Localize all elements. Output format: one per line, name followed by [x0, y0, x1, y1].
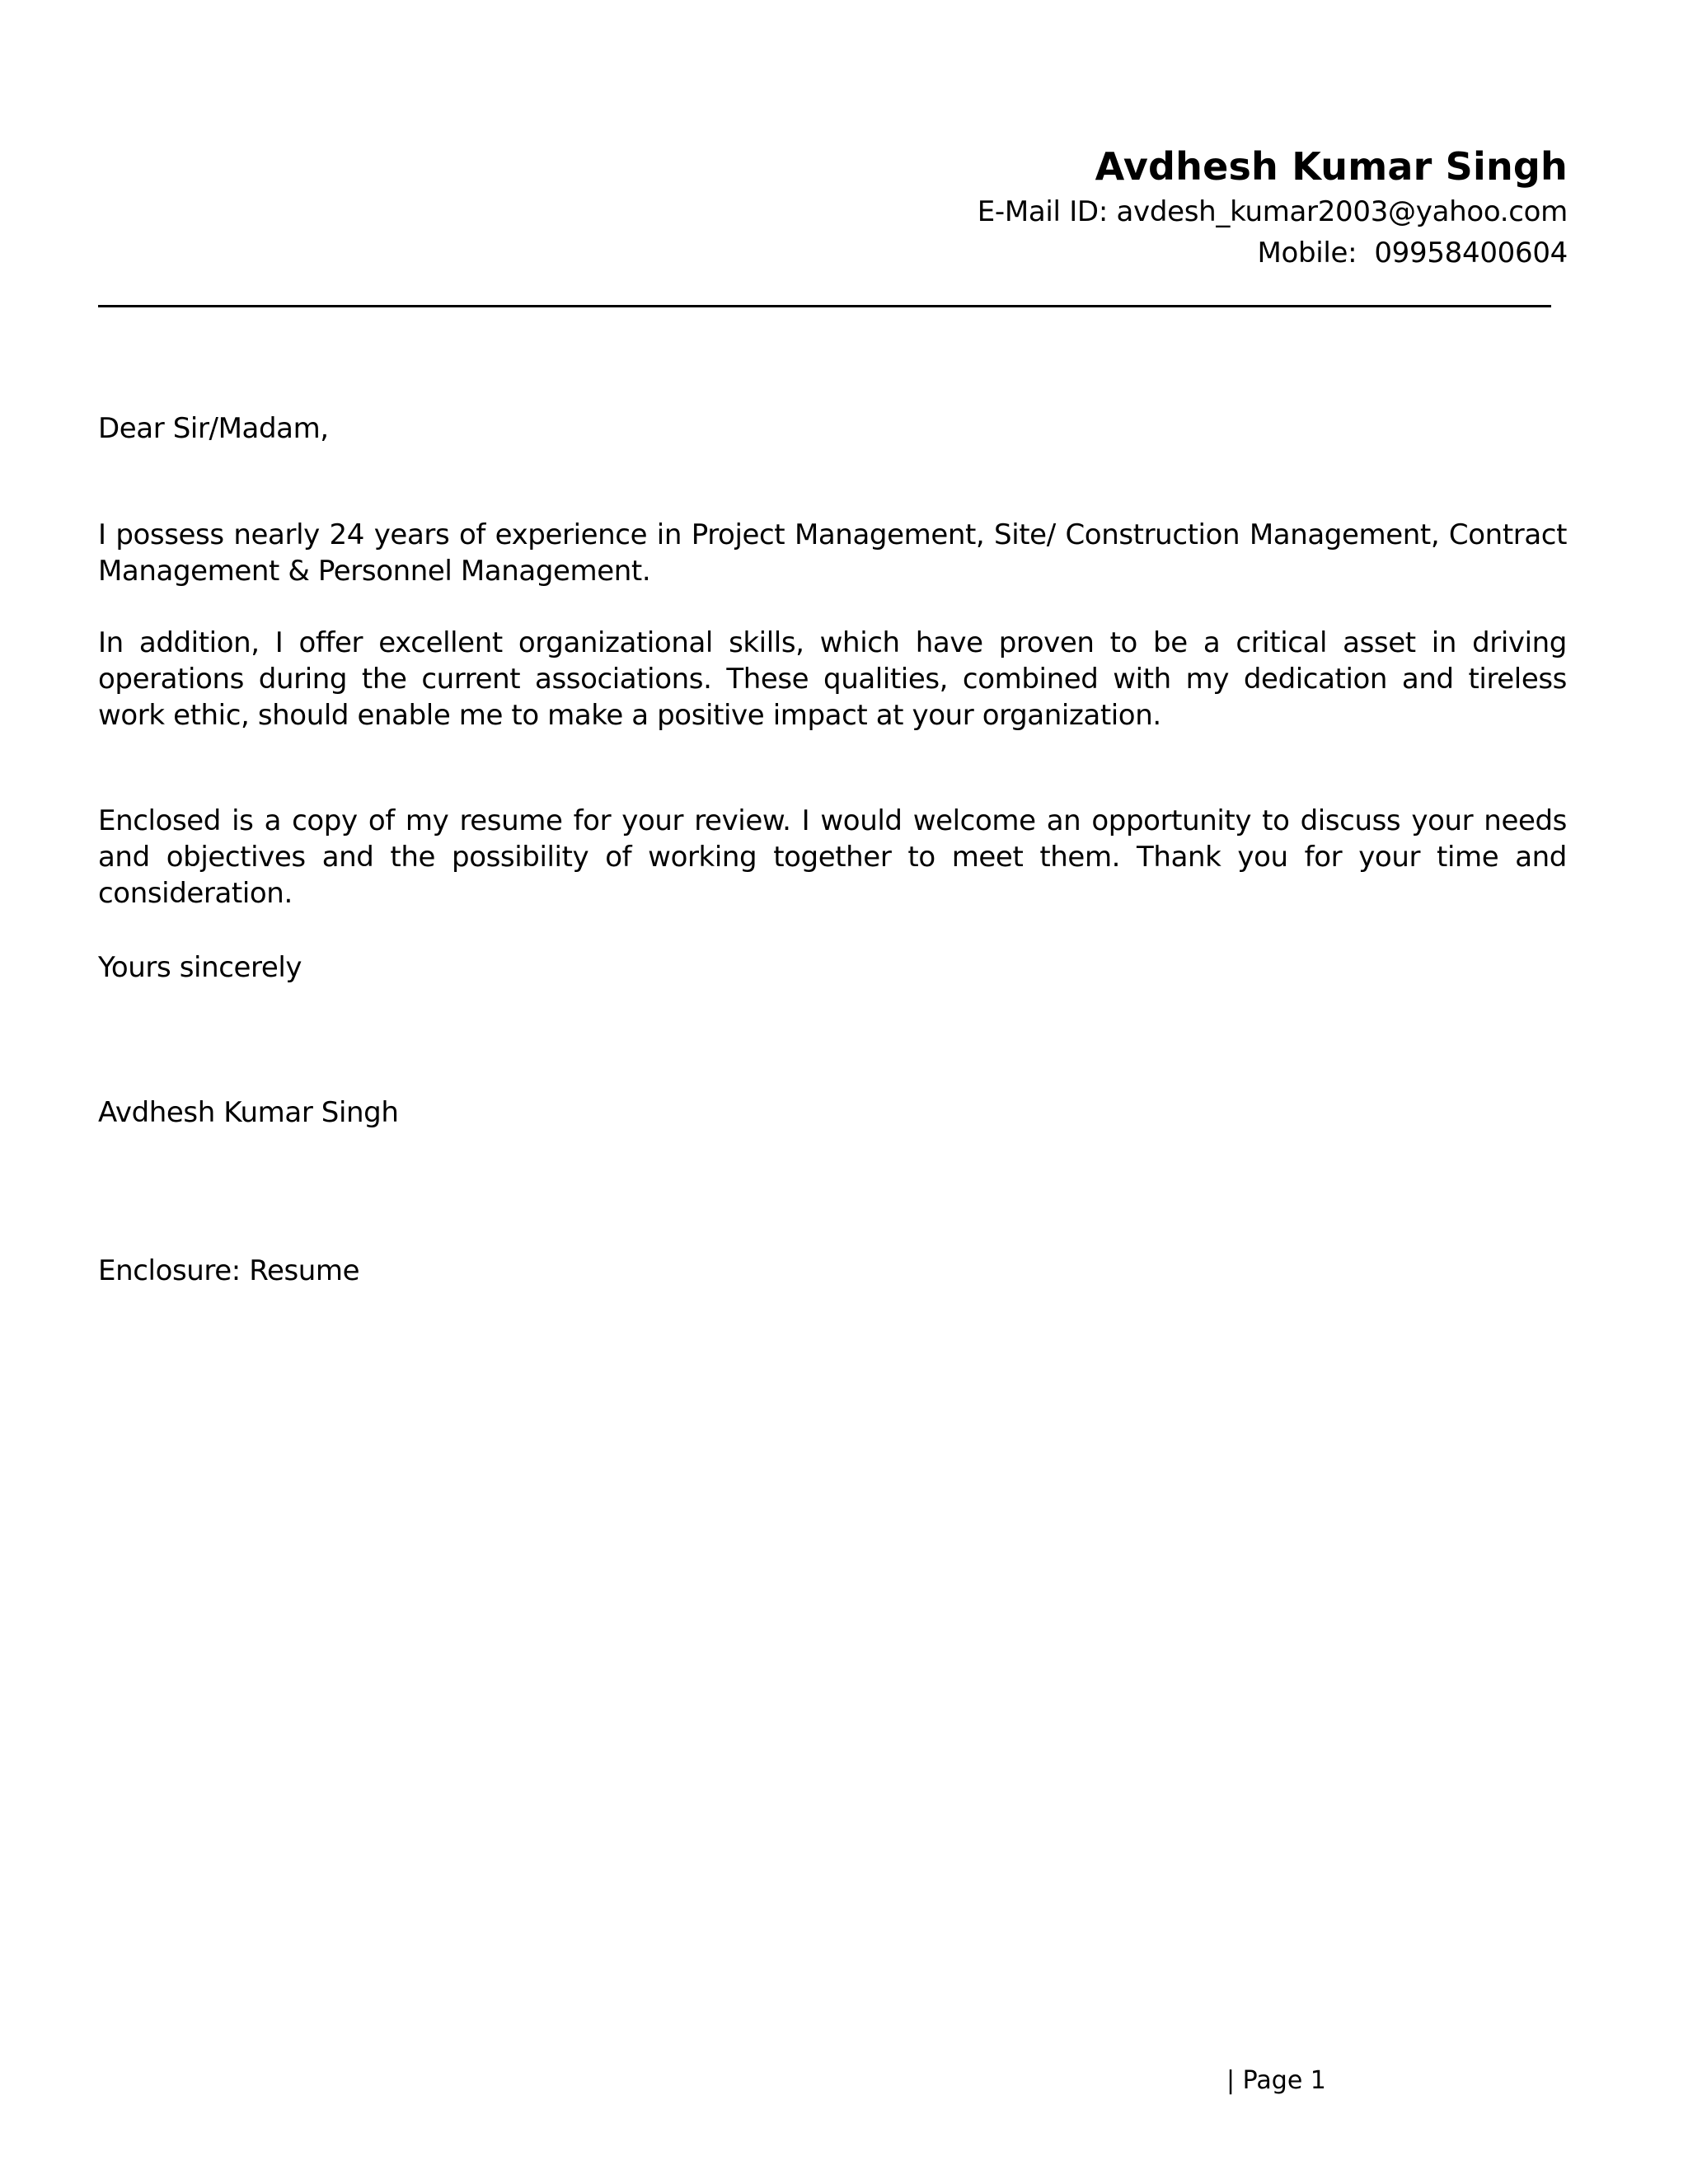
salutation: Dear Sir/Madam,	[98, 412, 329, 445]
closing: Yours sincerely	[98, 951, 302, 984]
enclosure-note: Enclosure: Resume	[98, 1254, 360, 1287]
paragraph-experience: I possess nearly 24 years of experience in Project Management, Site/ Construction Management, Contract Management & Personnel Management.	[98, 518, 1567, 588]
signature-name: Avdhesh Kumar Singh	[98, 1096, 399, 1129]
sender-mobile: Mobile: 09958400604	[1257, 237, 1568, 269]
letter-header	[978, 142, 1568, 274]
sender-email: E-Mail ID: avdesh_kumar2003@yahoo.com	[977, 195, 1568, 228]
page-number: | Page 1	[1226, 2066, 1326, 2095]
paragraph-enclosed: Enclosed is a copy of my resume for your review. I would welcome an opportunity to discuss your needs and objectives and the possibility of working together to meet them. Thank you for your time and consideration.	[98, 804, 1567, 910]
paragraph-skills: In addition, I offer excellent organizational skills, which have proven to be a critical asset in driving operations during the current associations. These qualities, combined with my dedication and tireless work ethic, should enable me to make a positive impact at your organization.	[98, 626, 1567, 732]
sender-name: Avdhesh Kumar Singh	[1095, 144, 1568, 189]
header-divider	[98, 305, 1551, 307]
